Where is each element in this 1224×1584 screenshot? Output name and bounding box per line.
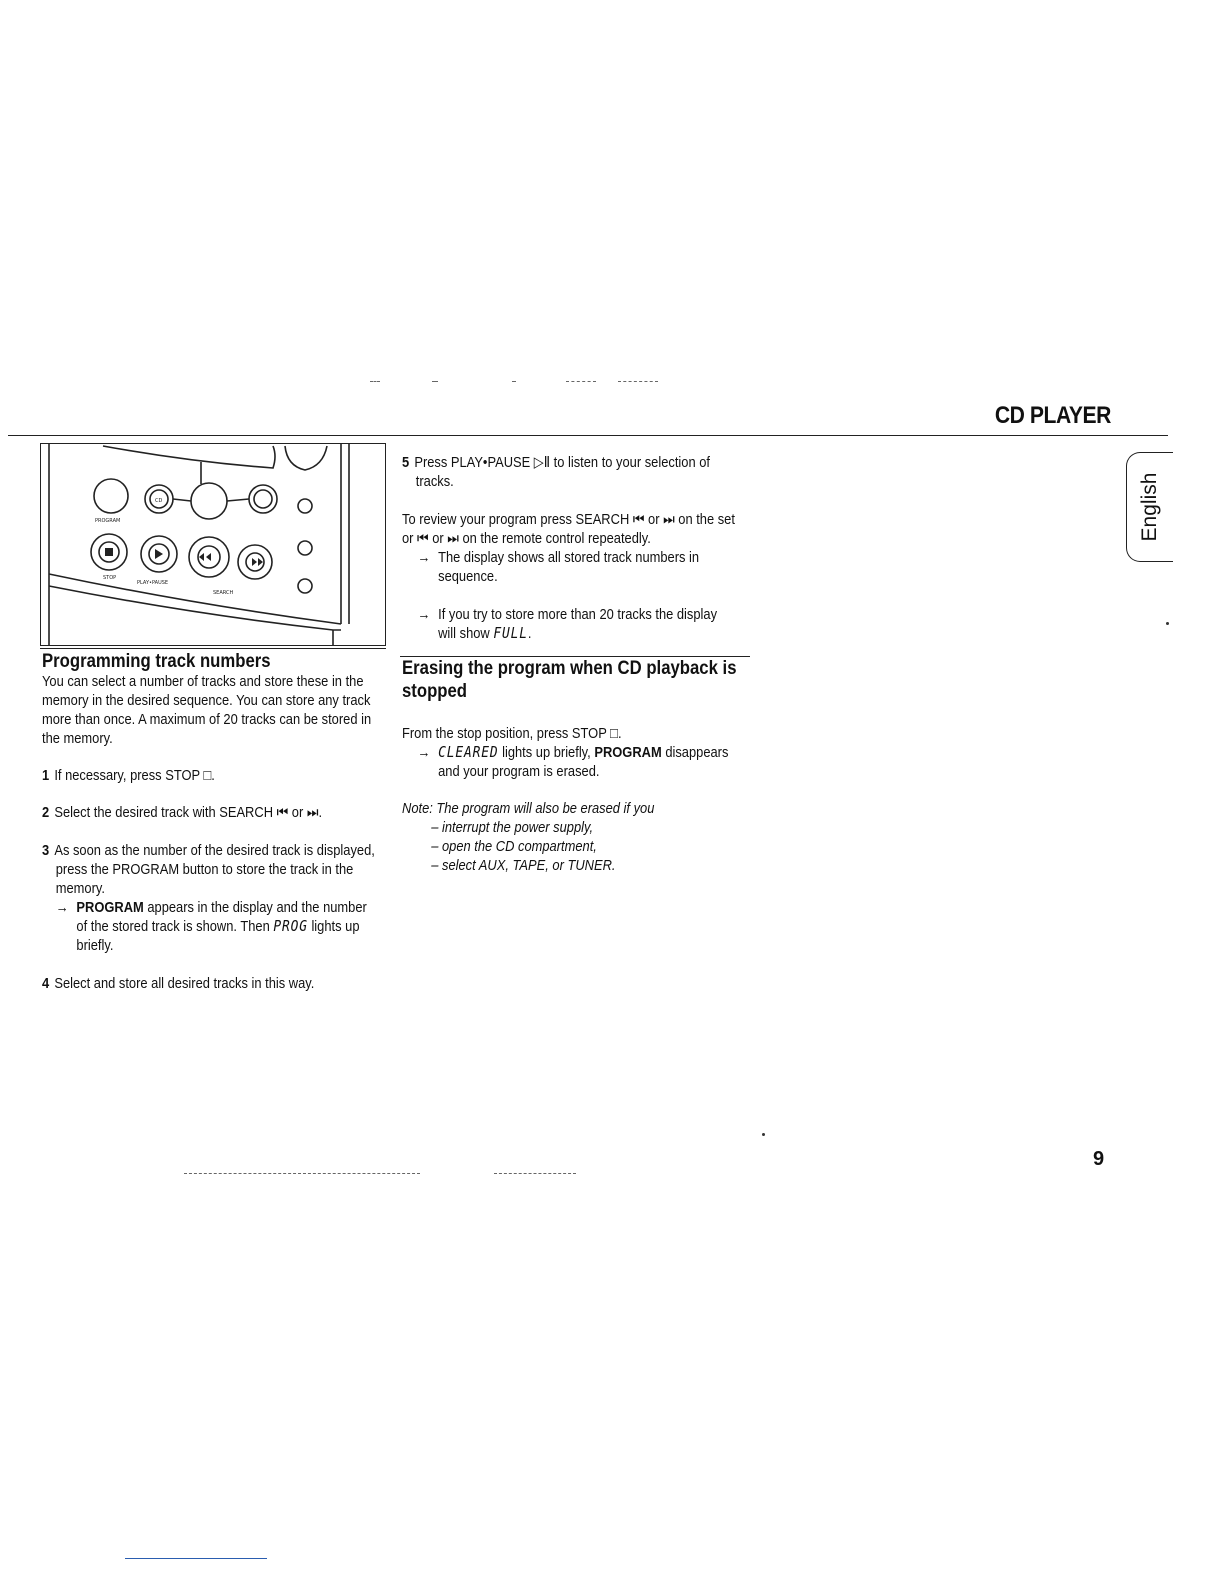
erase-text: From the stop position, press STOP □. xyxy=(402,725,622,742)
note-item: – interrupt the power supply, xyxy=(431,819,594,836)
arrow-icon: → xyxy=(55,899,69,916)
program-button-label: PROGRAM xyxy=(95,518,121,524)
play-pause-button-label: PLAY•PAUSE xyxy=(137,580,169,586)
scan-mark xyxy=(184,1173,420,1174)
note-text: The program will also be erased if you xyxy=(432,800,655,817)
step-text: press the PROGRAM button to store the track in the xyxy=(55,861,354,878)
intro-line: more than once. A maximum of 20 tracks can be stored in xyxy=(42,711,372,728)
erasing-heading xyxy=(402,657,736,703)
step-1 xyxy=(42,766,215,785)
result-text: The display shows all stored track numbers in xyxy=(438,549,700,566)
scan-mark xyxy=(566,381,596,382)
note-block xyxy=(402,799,654,875)
intro-paragraph xyxy=(42,672,371,748)
step-number: 3 xyxy=(42,842,50,859)
display-readout: PROG xyxy=(273,917,308,935)
result-text: disappears xyxy=(661,744,729,761)
stop-button-label: STOP xyxy=(103,575,117,581)
cd-button-label: CD xyxy=(155,498,163,504)
step-number: 4 xyxy=(42,975,50,992)
note-item: – select AUX, TAPE, or TUNER. xyxy=(431,857,616,874)
step-text: Select the desired track with SEARCH ⏮ or ⏭. xyxy=(54,804,323,821)
scan-speck xyxy=(762,1133,765,1136)
result-text: of the stored track is shown. Then xyxy=(76,918,274,935)
review-text: To review your program press SEARCH ⏮ or ⏭ on the set xyxy=(402,511,735,528)
step-5 xyxy=(402,453,710,491)
note-label: Note: xyxy=(402,800,433,817)
result-text: . xyxy=(527,625,532,642)
step-result xyxy=(42,898,375,917)
erase-paragraph xyxy=(402,724,728,781)
control-panel-illustration xyxy=(41,444,386,646)
intro-line: You can select a number of tracks and store these in the xyxy=(42,673,364,690)
intro-line: the memory. xyxy=(42,730,113,747)
scan-mark xyxy=(512,381,516,382)
note-item: – open the CD compartment, xyxy=(431,838,597,855)
review-result xyxy=(402,605,735,624)
page-number: 9 xyxy=(1093,1148,1105,1170)
programming-heading: Programming track numbers xyxy=(42,651,271,672)
result-text: appears in the display and the number xyxy=(143,899,367,916)
scan-mark xyxy=(494,1173,576,1174)
step-text: tracks. xyxy=(415,473,454,490)
review-paragraph xyxy=(402,510,735,643)
footer-link-line xyxy=(125,1558,267,1559)
scan-speck xyxy=(1166,622,1169,625)
arrow-icon: → xyxy=(417,549,431,566)
result-text: lights up briefly, xyxy=(498,744,595,761)
step-number: 2 xyxy=(42,804,50,821)
heading-rule xyxy=(40,648,386,649)
language-tab-label: English xyxy=(1138,472,1161,542)
step-text: memory. xyxy=(55,880,105,897)
arrow-icon: → xyxy=(417,606,431,623)
result-text: sequence. xyxy=(438,568,498,585)
step-2 xyxy=(42,803,322,822)
heading-line: stopped xyxy=(402,681,468,702)
erase-result xyxy=(402,743,728,762)
arrow-icon: → xyxy=(417,744,431,761)
step-text: If necessary, press STOP □. xyxy=(54,767,215,784)
result-text: and your program is erased. xyxy=(438,763,600,780)
review-result xyxy=(402,548,735,567)
step-result xyxy=(42,917,375,936)
review-text: or ⏮ or ⏭ on the remote control repeatedly. xyxy=(402,530,651,547)
section-title: CD PLAYER xyxy=(994,402,1111,429)
display-readout: FULL xyxy=(493,624,528,642)
step-4 xyxy=(42,974,314,993)
result-text: If you try to store more than 20 tracks the display xyxy=(438,606,718,623)
step-3 xyxy=(42,841,375,955)
result-text: lights up xyxy=(307,918,360,935)
step-number: 5 xyxy=(402,454,410,471)
scan-mark xyxy=(432,381,438,382)
step-text: Press PLAY•PAUSE ▷Ⅱ to listen to your selection of xyxy=(414,454,710,471)
intro-line: memory in the desired sequence. You can store any track xyxy=(42,692,371,709)
step-text: As soon as the number of the desired track is displayed, xyxy=(54,842,375,859)
review-result xyxy=(402,624,735,643)
scan-mark xyxy=(618,381,658,382)
result-text: briefly. xyxy=(76,937,114,954)
language-tab xyxy=(1126,452,1173,562)
program-indicator: PROGRAM xyxy=(76,899,144,916)
header-rule xyxy=(8,435,1168,436)
step-text: Select and store all desired tracks in this way. xyxy=(54,975,315,992)
heading-line: Erasing the program when CD playback is xyxy=(402,658,737,679)
device-control-panel-figure xyxy=(40,443,386,646)
result-text: will show xyxy=(438,625,494,642)
search-button-label: SEARCH xyxy=(213,590,234,596)
scan-mark xyxy=(370,381,380,382)
display-readout: CLEARED xyxy=(438,743,499,761)
step-number: 1 xyxy=(42,767,50,784)
program-indicator: PROGRAM xyxy=(594,744,662,761)
